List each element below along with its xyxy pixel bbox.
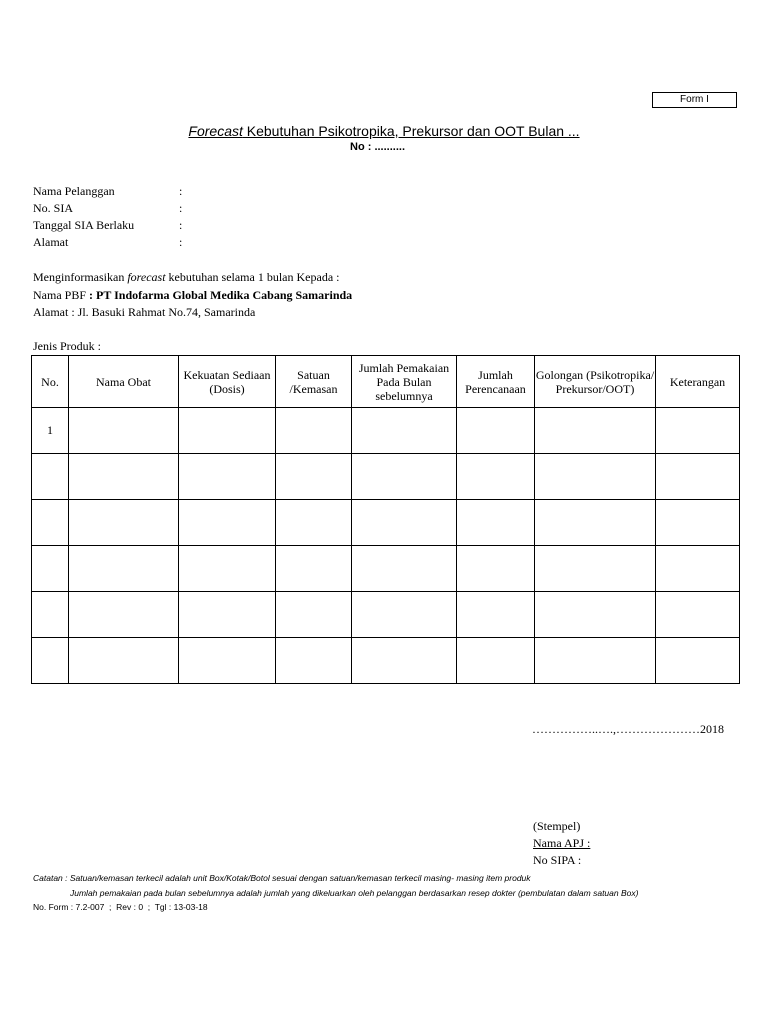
cell-satuan[interactable] bbox=[276, 454, 352, 500]
cell-kekuatan[interactable] bbox=[179, 638, 276, 684]
cell-no[interactable] bbox=[32, 592, 69, 638]
intro-pre: Menginformasikan bbox=[33, 270, 128, 284]
table-row bbox=[32, 592, 740, 638]
nama-apj-label: Nama APJ : bbox=[533, 836, 591, 850]
cell-perencanaan[interactable] bbox=[457, 408, 535, 454]
header-golongan: Golongan (Psikotropika/ Prekursor/OOT) bbox=[535, 356, 656, 408]
cell-keterangan[interactable] bbox=[656, 500, 740, 546]
cell-golongan[interactable] bbox=[535, 500, 656, 546]
cell-perencanaan[interactable] bbox=[457, 500, 535, 546]
table-row bbox=[32, 408, 740, 454]
cell-kekuatan[interactable] bbox=[179, 592, 276, 638]
page-title bbox=[0, 123, 768, 139]
stempel-label: (Stempel) bbox=[533, 819, 581, 833]
cell-golongan[interactable] bbox=[535, 454, 656, 500]
cell-satuan[interactable] bbox=[276, 500, 352, 546]
table-row bbox=[32, 500, 740, 546]
forecast-table bbox=[31, 355, 740, 684]
cell-nama-obat[interactable] bbox=[69, 546, 179, 592]
cell-nama-obat[interactable] bbox=[69, 408, 179, 454]
intro-emphasis: forecast bbox=[127, 270, 166, 284]
cell-golongan[interactable] bbox=[535, 546, 656, 592]
cell-perencanaan[interactable] bbox=[457, 454, 535, 500]
form-label-box: Form I bbox=[652, 92, 737, 108]
cell-kekuatan[interactable] bbox=[179, 546, 276, 592]
cell-nama-obat[interactable] bbox=[69, 592, 179, 638]
header-keterangan: Keterangan bbox=[656, 356, 740, 408]
cell-keterangan[interactable] bbox=[656, 638, 740, 684]
date-line: ……………..….,…………………2018 bbox=[532, 722, 724, 736]
table-row bbox=[32, 638, 740, 684]
cell-nama-obat[interactable] bbox=[69, 454, 179, 500]
cell-perencanaan[interactable] bbox=[457, 546, 535, 592]
cell-satuan[interactable] bbox=[276, 592, 352, 638]
cell-no[interactable] bbox=[32, 454, 69, 500]
header-satuan-kemasan: Satuan /Kemasan bbox=[276, 356, 352, 408]
cell-golongan[interactable] bbox=[535, 592, 656, 638]
cell-golongan[interactable] bbox=[535, 638, 656, 684]
cell-satuan[interactable] bbox=[276, 408, 352, 454]
cell-kekuatan[interactable] bbox=[179, 500, 276, 546]
cell-no[interactable] bbox=[32, 638, 69, 684]
jenis-produk-label: Jenis Produk : bbox=[33, 339, 102, 353]
document-number: No : .......... bbox=[350, 141, 405, 153]
cell-pemakaian[interactable] bbox=[352, 592, 457, 638]
table-header-row bbox=[32, 356, 740, 408]
cell-no[interactable] bbox=[32, 500, 69, 546]
no-sipa-label: No SIPA : bbox=[533, 853, 582, 867]
cell-keterangan[interactable] bbox=[656, 408, 740, 454]
cell-pemakaian[interactable] bbox=[352, 454, 457, 500]
cell-no[interactable]: 1 bbox=[32, 408, 69, 454]
field-label-nama-pelanggan: Nama Pelanggan bbox=[33, 184, 115, 198]
cell-satuan[interactable] bbox=[276, 638, 352, 684]
table-row bbox=[32, 454, 740, 500]
cell-pemakaian[interactable] bbox=[352, 638, 457, 684]
title-rest: Kebutuhan Psikotropika, Prekursor dan OOT Bulan ... bbox=[242, 123, 580, 139]
cell-pemakaian[interactable] bbox=[352, 546, 457, 592]
pbf-label: Nama PBF bbox=[33, 288, 87, 302]
cell-keterangan[interactable] bbox=[656, 546, 740, 592]
cell-satuan[interactable] bbox=[276, 546, 352, 592]
cell-kekuatan[interactable] bbox=[179, 454, 276, 500]
field-colon: : bbox=[179, 235, 183, 249]
cell-kekuatan[interactable] bbox=[179, 408, 276, 454]
cell-no[interactable] bbox=[32, 546, 69, 592]
pbf-value: PT Indofarma Global Medika Cabang Samarinda bbox=[96, 288, 353, 302]
cell-keterangan[interactable] bbox=[656, 592, 740, 638]
field-colon: : bbox=[179, 201, 183, 215]
title-emphasis: Forecast bbox=[188, 123, 243, 139]
field-label-alamat: Alamat bbox=[33, 235, 69, 249]
cell-pemakaian[interactable] bbox=[352, 408, 457, 454]
header-kekuatan-sediaan: Kekuatan Sediaan (Dosis) bbox=[179, 356, 276, 408]
form-number: No. Form : 7.2-007 ; Rev : 0 ; Tgl : 13-03-18 bbox=[33, 902, 208, 912]
pbf-line bbox=[33, 288, 352, 303]
field-colon: : bbox=[179, 218, 183, 232]
pbf-address: Alamat : Jl. Basuki Rahmat No.74, Samarinda bbox=[33, 305, 256, 319]
cell-nama-obat[interactable] bbox=[69, 638, 179, 684]
header-jumlah-pemakaian: Jumlah Pemakaian Pada Bulan sebelumnya bbox=[352, 356, 457, 408]
cell-perencanaan[interactable] bbox=[457, 638, 535, 684]
cell-golongan[interactable] bbox=[535, 408, 656, 454]
header-nama-obat: Nama Obat bbox=[69, 356, 179, 408]
cell-keterangan[interactable] bbox=[656, 454, 740, 500]
cell-nama-obat[interactable] bbox=[69, 500, 179, 546]
field-label-tanggal-sia: Tanggal SIA Berlaku bbox=[33, 218, 135, 232]
table-row bbox=[32, 546, 740, 592]
intro-text bbox=[33, 270, 339, 285]
pbf-colon: : bbox=[86, 288, 97, 302]
cell-perencanaan[interactable] bbox=[457, 592, 535, 638]
header-no: No. bbox=[32, 356, 69, 408]
header-jumlah-perencanaan: Jumlah Perencanaan bbox=[457, 356, 535, 408]
cell-pemakaian[interactable] bbox=[352, 500, 457, 546]
intro-post: kebutuhan selama 1 bulan Kepada : bbox=[165, 270, 340, 284]
note-line-1: Catatan : Satuan/kemasan terkecil adalah unit Box/Kotak/Botol sesuai dengan satuan/kemasan terkecil masing- masing item produk bbox=[33, 873, 531, 883]
field-colon: : bbox=[179, 184, 183, 198]
note-line-2: Jumlah pemakaian pada bulan sebelumnya adalah jumlah yang dikeluarkan oleh pelanggan berdasarkan resep dokter (pembulatan dalam satuan Box) bbox=[70, 888, 639, 898]
field-label-no-sia: No. SIA bbox=[33, 201, 74, 215]
